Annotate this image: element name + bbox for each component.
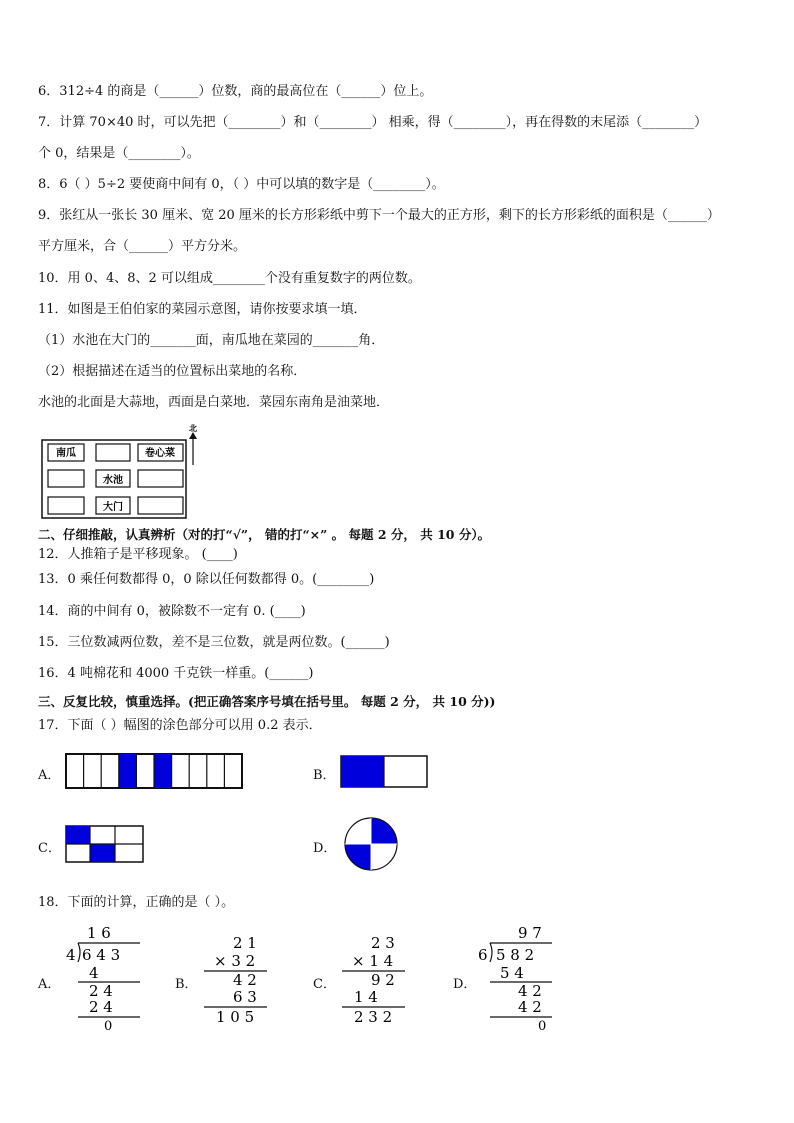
calc-a-divisor: 4: [66, 946, 76, 964]
option-c-figure: [65, 825, 145, 863]
section-3-header: 三、反复比较，慎重选择。(把正确答案序号填在括号里。 每题 2 分， 共 10 分)): [38, 694, 496, 709]
calc-c-multiplication: [340, 932, 410, 1027]
calc-d-quotient: 9 7: [518, 924, 542, 942]
question-18: 18．下面的计算，正确的是（ ）。: [38, 895, 235, 910]
calc-a-dividend: 6 4 3: [82, 946, 121, 964]
calc-d-dividend: 5 8 2: [496, 946, 535, 964]
calc-b-multiplication: [202, 932, 272, 1027]
calc-a-remainder1: 2 4: [89, 982, 113, 1000]
section-2-header: 二、仔细推敲，认真辨析（对的打“√”， 错的打“×” 。 每题 2 分， 共 10 分）。: [38, 527, 491, 542]
question-16: 16．4 吨棉花和 4000 千克铁一样重。(______): [38, 666, 314, 681]
q18-option-c-label: C．: [313, 977, 336, 992]
question-12: 12．人推箱子是平移现象。 (____): [38, 547, 238, 562]
calc-d-divisor: 6: [478, 946, 488, 964]
calc-c-result: 2 3 2: [354, 1008, 393, 1026]
calc-d-final-remainder: 0: [538, 1019, 547, 1034]
calc-a-step1: 4: [89, 964, 99, 982]
calc-d-long-division: [476, 922, 556, 1034]
calc-d-step2: 4 2: [518, 998, 542, 1016]
garden-diagram: [38, 423, 208, 523]
garden-label-pumpkin: 南瓜: [56, 448, 76, 459]
north-label: 北: [189, 423, 197, 433]
option-c-label: C．: [38, 841, 61, 856]
calc-c-partial2: 1 4: [354, 988, 378, 1006]
question-6: 6．312÷4 的商是（______）位数，商的最高位在（______）位上。: [38, 84, 433, 99]
garden-label-pool: 水池: [103, 475, 123, 486]
question-17: 17．下面（ ）幅图的涂色部分可以用 0.2 表示．: [38, 718, 322, 733]
question-11-description: 水池的北面是大蒜地，西面是白菜地．菜园东南角是油菜地．: [38, 395, 390, 410]
option-a-label: A．: [38, 768, 61, 783]
calc-c-top: 2 3: [371, 934, 395, 952]
calc-c-partial1: 9 2: [371, 971, 395, 989]
calc-d-step1: 5 4: [500, 964, 524, 982]
calc-b-partial2: 6 3: [233, 988, 257, 1006]
question-7-line1: 7．计算 70×40 时，可以先把（________）和（________） 相乘，得（________），再在得数的末尾添（________）: [38, 115, 708, 130]
option-d-label: D．: [313, 841, 337, 856]
option-d-figure: [344, 815, 398, 873]
option-a-figure: [64, 752, 244, 790]
calc-a-step2: 2 4: [89, 998, 113, 1016]
calc-c-bottom: × 1 4: [352, 952, 394, 970]
option-b-figure: [340, 755, 428, 789]
question-11-part1: （1）水池在大门的_______面，南瓜地在菜园的_______角．: [38, 333, 385, 348]
calc-a-quotient: 1 6: [87, 924, 111, 942]
question-8: 8．6（ ）5÷2 要使商中间有 0，（ ）中可以填的数字是（________）。: [38, 177, 445, 192]
question-11-part2: （2）根据描述在适当的位置标出菜地的名称．: [38, 364, 307, 379]
question-10: 10．用 0、4、8、2 可以组成________个没有重复数字的两位数。: [38, 271, 421, 286]
q18-option-b-label: B．: [175, 977, 198, 992]
calc-d-remainder1: 4 2: [518, 982, 542, 1000]
calc-b-partial1: 4 2: [233, 971, 257, 989]
calc-a-long-division: [64, 922, 144, 1034]
question-11: 11．如图是王伯伯家的菜园示意图，请你按要求填一填．: [38, 302, 367, 317]
q18-option-a-label: A．: [38, 977, 61, 992]
question-7-line2: 个 0，结果是（________）。: [38, 146, 200, 161]
option-b-label: B．: [313, 768, 336, 783]
q18-option-d-label: D．: [453, 977, 477, 992]
question-9-line2: 平方厘米，合（______）平方分米。: [38, 239, 247, 254]
question-14: 14．商的中间有 0，被除数不一定有 0. (____): [38, 604, 306, 619]
question-13: 13．0 乘任何数都得 0，0 除以任何数都得 0。(________): [38, 572, 375, 587]
calc-a-final-remainder: 0: [104, 1019, 113, 1034]
garden-label-cabbage: 卷心菜: [145, 448, 175, 459]
question-9-line1: 9．张红从一张长 30 厘米、宽 20 厘米的长方形彩纸中剪下一个最大的正方形，剩下的长方形彩纸的面积是（______）: [38, 208, 720, 223]
garden-label-gate: 大门: [103, 502, 123, 513]
calc-b-bottom: × 3 2: [214, 952, 256, 970]
calc-b-top: 2 1: [233, 934, 257, 952]
question-15: 15．三位数减两位数，差不是三位数，就是两位数。(______): [38, 635, 390, 650]
calc-b-result: 1 0 5: [216, 1008, 255, 1026]
